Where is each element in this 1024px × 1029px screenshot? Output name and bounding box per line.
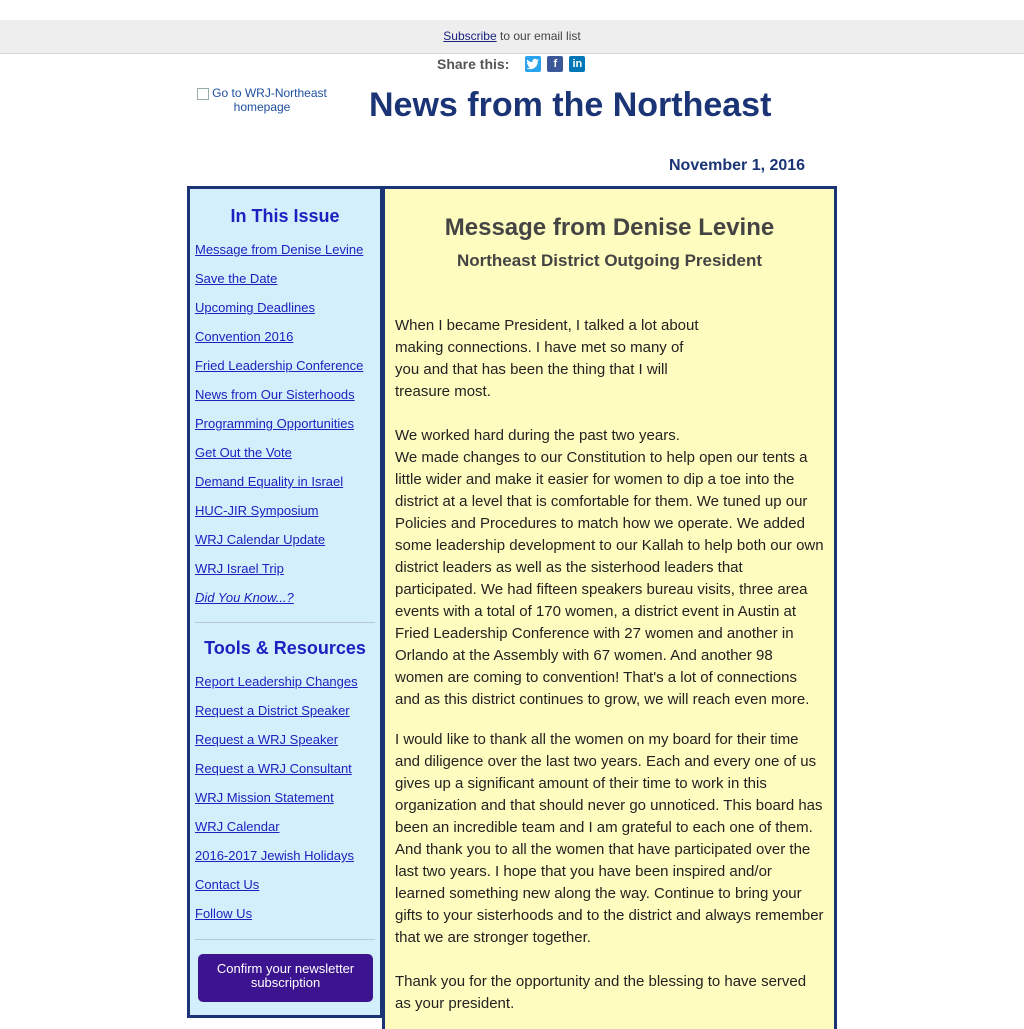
newsletter-title: News from the Northeast — [369, 86, 772, 124]
issue-link[interactable]: Programming Opportunities — [195, 416, 354, 431]
subscribe-bar — [0, 20, 1024, 54]
subscribe-link[interactable]: Subscribe — [443, 29, 497, 43]
issue-link[interactable]: Upcoming Deadlines — [195, 300, 315, 315]
list-item — [195, 761, 358, 790]
in-this-issue-list — [195, 242, 363, 619]
list-item — [195, 877, 358, 906]
list-item — [195, 848, 358, 877]
article-paragraph-lead: We worked hard during the past two years. — [395, 427, 680, 444]
issue-link[interactable]: WRJ Israel Trip — [195, 561, 284, 576]
article-paragraph: Thank you for the opportunity and the blessing to have served as your president. — [395, 973, 807, 1012]
issue-link[interactable]: Did You Know...? — [195, 590, 294, 605]
list-item — [195, 790, 358, 819]
list-item — [195, 906, 358, 935]
article-subtitle: Northeast District Outgoing President — [456, 251, 763, 270]
divider — [195, 622, 375, 623]
tool-link[interactable]: WRJ Mission Statement — [195, 790, 334, 805]
article-paragraph-body: We made changes to our Constitution to help open our tents a little wider and make it easier for women to dip a toe into the district at a level that is comfortable for them. We tuned up our Policies and Procedures to match how we operate. We added some leadership development to our Kallah to help both our own district leaders as well as the sisterhood leaders that participated. We had fifteen speakers bureau visits, three area events with a total of 170 women, a district event in Austin at Fried Leadership Conference with 27 women and another in Orlando at the Assembly with 67 women. And another 98 women are coming to convention! That's a lot of connections and as this district continues to grow, we will reach even more. — [395, 449, 824, 708]
list-item — [195, 732, 358, 761]
issue-link[interactable]: Message from Denise Levine — [195, 242, 364, 257]
list-item — [195, 416, 363, 445]
issue-link[interactable]: Get Out the Vote — [195, 445, 292, 460]
list-item — [195, 445, 363, 474]
tool-link[interactable]: Request a WRJ Consultant — [195, 761, 352, 776]
facebook-icon[interactable]: f — [547, 56, 563, 72]
list-item — [195, 300, 363, 329]
tool-link[interactable]: Request a District Speaker — [195, 703, 350, 718]
twitter-icon[interactable] — [525, 56, 541, 72]
list-item — [195, 561, 363, 590]
share-label: Share this: — [437, 56, 510, 72]
issue-link[interactable]: News from Our Sisterhoods — [195, 387, 355, 402]
list-item — [195, 242, 363, 271]
list-item — [195, 590, 363, 619]
tool-link[interactable]: Follow Us — [195, 906, 253, 921]
article-title: Message from Denise Levine — [444, 214, 775, 241]
list-item — [195, 329, 363, 358]
list-item — [195, 474, 363, 503]
list-item — [195, 532, 363, 561]
wrj-northeast-logo[interactable] — [187, 86, 337, 114]
list-item — [195, 503, 363, 532]
list-item — [195, 819, 358, 848]
tool-link[interactable]: 2016-2017 Jewish Holidays — [195, 848, 354, 863]
tool-link[interactable]: Request a WRJ Speaker — [195, 732, 339, 747]
article-panel — [382, 186, 837, 1029]
list-item — [195, 358, 363, 387]
logo-alt-text: Go to WRJ-Northeast homepage — [212, 86, 327, 114]
tools-resources-list — [195, 674, 358, 935]
issue-date: November 1, 2016 — [669, 157, 806, 174]
issue-link[interactable]: Demand Equality in Israel — [195, 474, 344, 489]
divider — [195, 939, 375, 940]
tool-link[interactable]: WRJ Calendar — [195, 819, 280, 834]
linkedin-icon[interactable]: in — [569, 56, 585, 72]
issue-link[interactable]: Fried Leadership Conference — [195, 358, 364, 373]
issue-link[interactable]: Convention 2016 — [195, 329, 294, 344]
issue-link[interactable]: WRJ Calendar Update — [195, 532, 326, 547]
in-this-issue-heading: In This Issue — [230, 206, 340, 226]
tool-link[interactable]: Contact Us — [195, 877, 260, 892]
list-item — [195, 387, 363, 416]
tools-resources-heading: Tools & Resources — [204, 638, 366, 658]
share-bar — [437, 54, 585, 74]
article-paragraph: When I became President, I talked a lot about making connections. I have met so many of you and that has been the thing that I will treasure most. — [395, 317, 699, 400]
subscribe-text: to our email list — [500, 29, 581, 43]
issue-link[interactable]: HUC-JIR Symposium — [195, 503, 319, 518]
tool-link[interactable]: Report Leadership Changes — [195, 674, 358, 689]
list-item — [195, 703, 358, 732]
article-paragraph — [395, 425, 825, 711]
list-item — [195, 674, 358, 703]
confirm-subscription-button[interactable]: Confirm your newsletter subscription — [198, 954, 373, 1002]
list-item — [195, 271, 363, 300]
broken-image-icon — [197, 88, 209, 100]
issue-link[interactable]: Save the Date — [195, 271, 278, 286]
sidebar — [187, 186, 383, 1018]
article-paragraph: I would like to thank all the women on my board for their time and diligence over the last two years. Each and every one of us gives up a significant amount of their time to work in this organization and that should never go unnoticed. This board has been an incredible team and I am grateful to each one of them. And thank you to all the women that have participated over the last two years. I hope that you have been inspired and/or learned something new along the way. Continue to bring your gifts to your sisterhoods and to the district and always remember that we are stronger together. — [395, 731, 824, 946]
